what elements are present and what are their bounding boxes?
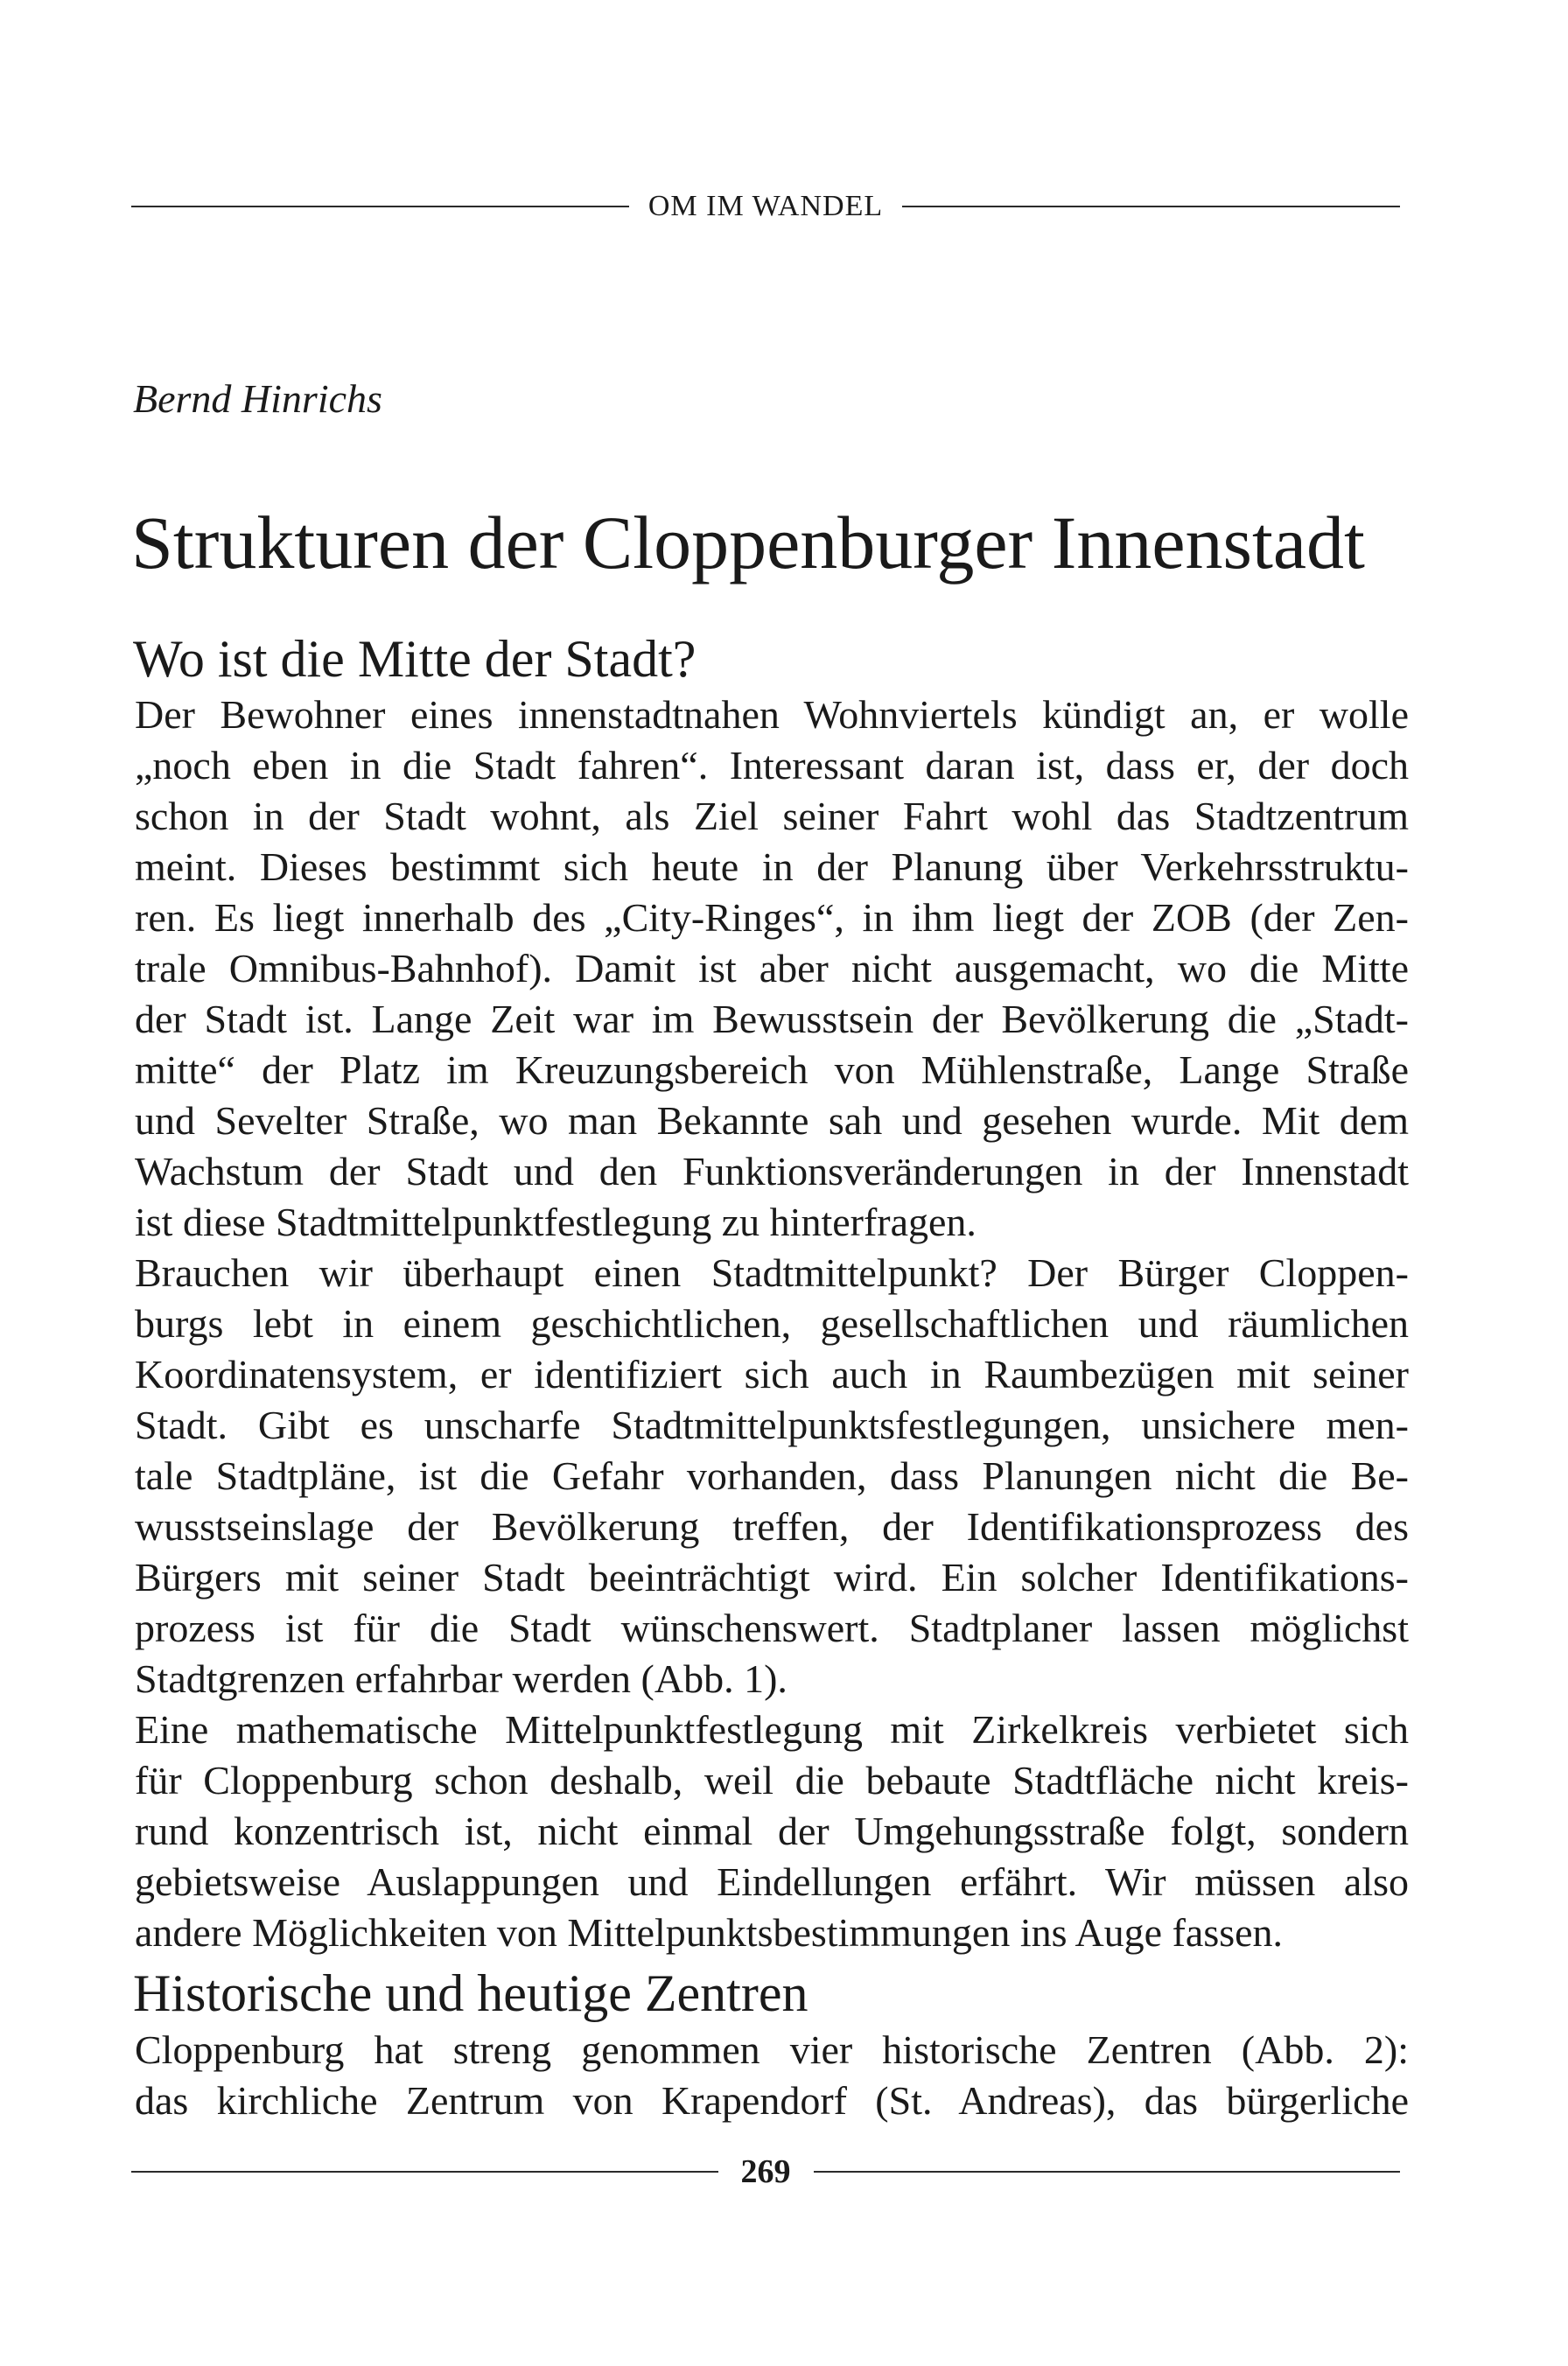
text-line: und Sevelter Straße, wo man Bekannte sah und gesehen wurde. Mit dem [135,1098,1409,1143]
article-title: Strukturen der Cloppenburger Innenstadt [131,500,1365,584]
text-line: burgs lebt in einem geschichtlichen, gesellschaftlichen und räumlichen [135,1301,1409,1346]
text-line: für Cloppenburg schon deshalb, weil die bebaute Stadtfläche nicht kreis- [135,1758,1409,1802]
text-line: gebietsweise Auslappungen und Eindellungen erfährt. Wir müssen also [135,1859,1409,1904]
footer-rule-right [814,2171,1401,2173]
footer-rule-left [131,2171,718,2173]
text-line: ren. Es liegt innerhalb des „City-Ringes“, in ihm liegt der ZOB (der Zen- [135,895,1409,940]
section-body [135,2025,1409,2126]
text-line: rund konzentrisch ist, nicht einmal der Umgehungsstraße folgt, sondern [135,1809,1409,1853]
text-line: der Stadt ist. Lange Zeit war im Bewusstsein der Bevölkerung die „Stadt- [135,997,1409,1041]
running-head-rule-left [131,206,629,207]
page-footer [131,2151,1400,2193]
running-head-label: OM IM WANDEL [648,190,884,222]
running-head-rule-right [902,206,1400,207]
text-line: Brauchen wir überhaupt einen Stadtmittelpunkt? Der Bürger Cloppen- [135,1250,1409,1295]
author-name: Bernd Hinrichs [133,376,382,421]
text-line: mitte“ der Platz im Kreuzungsbereich von Mühlenstraße, Lange Straße [135,1047,1409,1092]
section-heading: Historische und heutige Zentren [133,1964,808,2022]
text-line: Koordinatensystem, er identifiziert sich auch in Raumbezügen mit seiner [135,1352,1409,1396]
text-line: schon in der Stadt wohnt, als Ziel seiner Fahrt wohl das Stadtzentrum [135,794,1409,838]
text-line: Eine mathematische Mittelpunktfestlegung mit Zirkelkreis verbietet sich [135,1707,1409,1752]
text-line: meint. Dieses bestimmt sich heute in der Planung über Verkehrsstruktu- [135,844,1409,889]
running-head [131,187,1400,226]
text-line: prozess ist für die Stadt wünschenswert. Stadtplaner lassen möglichst [135,1606,1409,1650]
text-line: ist diese Stadtmittelpunktfestlegung zu hinterfragen. [135,1200,976,1244]
text-line: Der Bewohner eines innenstadtnahen Wohnviertels kündigt an, er wolle [135,692,1409,737]
text-line: das kirchliche Zentrum von Krapendorf (St. Andreas), das bürgerliche [135,2078,1409,2123]
text-line: Stadt. Gibt es unscharfe Stadtmittelpunktsfestlegungen, unsichere men- [135,1403,1409,1447]
section-heading: Wo ist die Mitte der Stadt? [133,630,696,688]
text-line: wusstseinslage der Bevölkerung treffen, der Identifikationsprozess des [135,1504,1409,1549]
section-body [135,690,1409,1958]
text-line: Wachstum der Stadt und den Funktionsveränderungen in der Innenstadt [135,1149,1409,1194]
text-line: Bürgers mit seiner Stadt beeinträchtigt wird. Ein solcher Identifikations- [135,1555,1409,1600]
text-line: tale Stadtpläne, ist die Gefahr vorhanden, dass Planungen nicht die Be- [135,1453,1409,1498]
text-line: andere Möglichkeiten von Mittelpunktsbestimmungen ins Auge fassen. [135,1910,1284,1955]
text-line: Cloppenburg hat streng genommen vier historische Zentren (Abb. 2): [135,2027,1409,2072]
text-line: trale Omnibus-Bahnhof). Damit ist aber nicht ausgemacht, wo die Mitte [135,946,1409,990]
page-number: 269 [740,2153,791,2190]
text-line: Stadtgrenzen erfahrbar werden (Abb. 1). [135,1656,788,1701]
text-line: „noch eben in die Stadt fahren“. Interessant daran ist, dass er, der doch [135,743,1409,788]
